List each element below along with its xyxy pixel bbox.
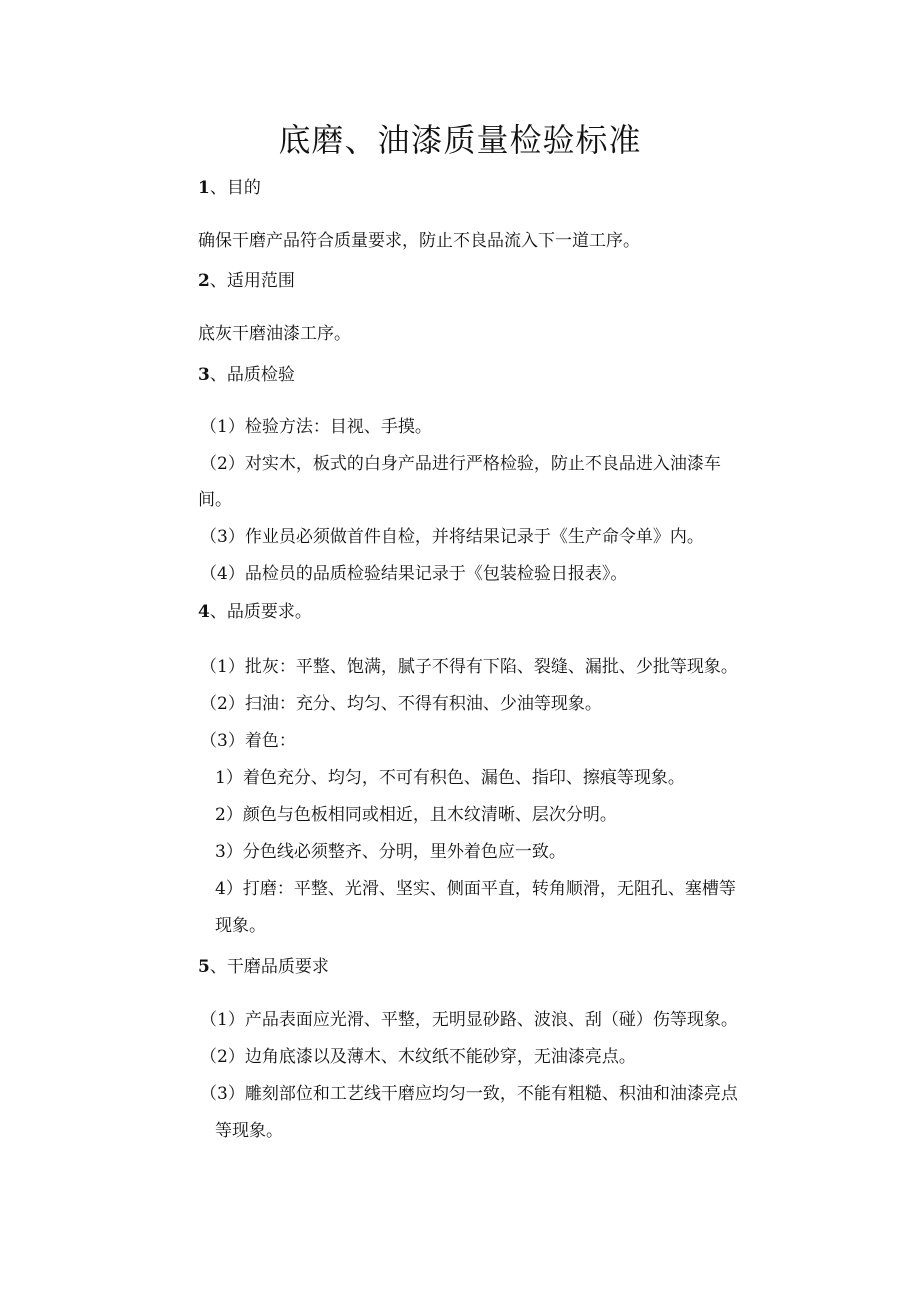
section-number: 2 [198,271,210,291]
list-item: （2）边角底漆以及薄木、木纹纸不能砂穿，无油漆亮点。 [200,1047,636,1067]
list-item-continuation: 等现象。 [215,1121,283,1141]
list-item: （3）着色： [200,731,296,751]
section-heading-2 [198,269,295,293]
sub-list-item-continuation: 现象。 [215,916,266,936]
section-heading-3 [198,363,295,387]
sub-list-item: 3）分色线必须整齐、分明，里外着色应一致。 [215,842,566,862]
list-item: （2）扫油：充分、均匀、不得有积油、少油等现象。 [200,694,602,714]
section-heading-5 [198,955,329,979]
section-heading-text: 、目的 [209,178,261,198]
list-item: （2）对实木，板式的白身产品进行严格检验，防止不良品进入油漆车 [200,454,721,474]
list-item: （1）批灰：平整、饱满，腻子不得有下陷、裂缝、漏批、少批等现象。 [200,657,738,677]
section-heading-text: 、适用范围 [209,271,295,291]
document-title: 底磨、油漆质量检验标准 [278,121,642,159]
sub-list-item: 4）打磨：平整、光滑、坚实、侧面平直，转角顺滑，无阻孔、塞槽等 [215,879,736,899]
section-number: 1 [198,178,210,198]
section-heading-text: 、品质检验 [209,365,295,385]
section-heading-4 [198,600,312,624]
section-heading-text: 、干磨品质要求 [209,957,329,977]
list-item: （3）作业员必须做首件自检，并将结果记录于《生产命令单》内。 [200,527,704,547]
section-number: 4 [198,602,210,622]
section-heading-1 [198,176,261,200]
sub-list-item: 1）着色充分、均匀，不可有积色、漏色、指印、擦痕等现象。 [215,768,685,788]
list-item: （1）检验方法：目视、手摸。 [200,417,432,437]
list-item-continuation: 间。 [198,490,232,510]
list-item: （4）品检员的品质检验结果记录于《包装检验日报表》。 [200,564,628,584]
section-number: 3 [198,365,210,385]
paragraph: 底灰干磨油漆工序。 [198,324,351,344]
sub-list-item: 2）颜色与色板相同或相近，且木纹清晰、层次分明。 [215,805,617,825]
paragraph: 确保干磨产品符合质量要求，防止不良品流入下一道工序。 [198,231,640,251]
section-heading-text: 、品质要求。 [209,602,312,622]
section-number: 5 [198,957,210,977]
list-item: （3）雕刻部位和工艺线干磨应均匀一致，不能有粗糙、积油和油漆亮点 [200,1084,738,1104]
list-item: （1）产品表面应光滑、平整，无明显砂路、波浪、刮（碰）伤等现象。 [200,1010,738,1030]
